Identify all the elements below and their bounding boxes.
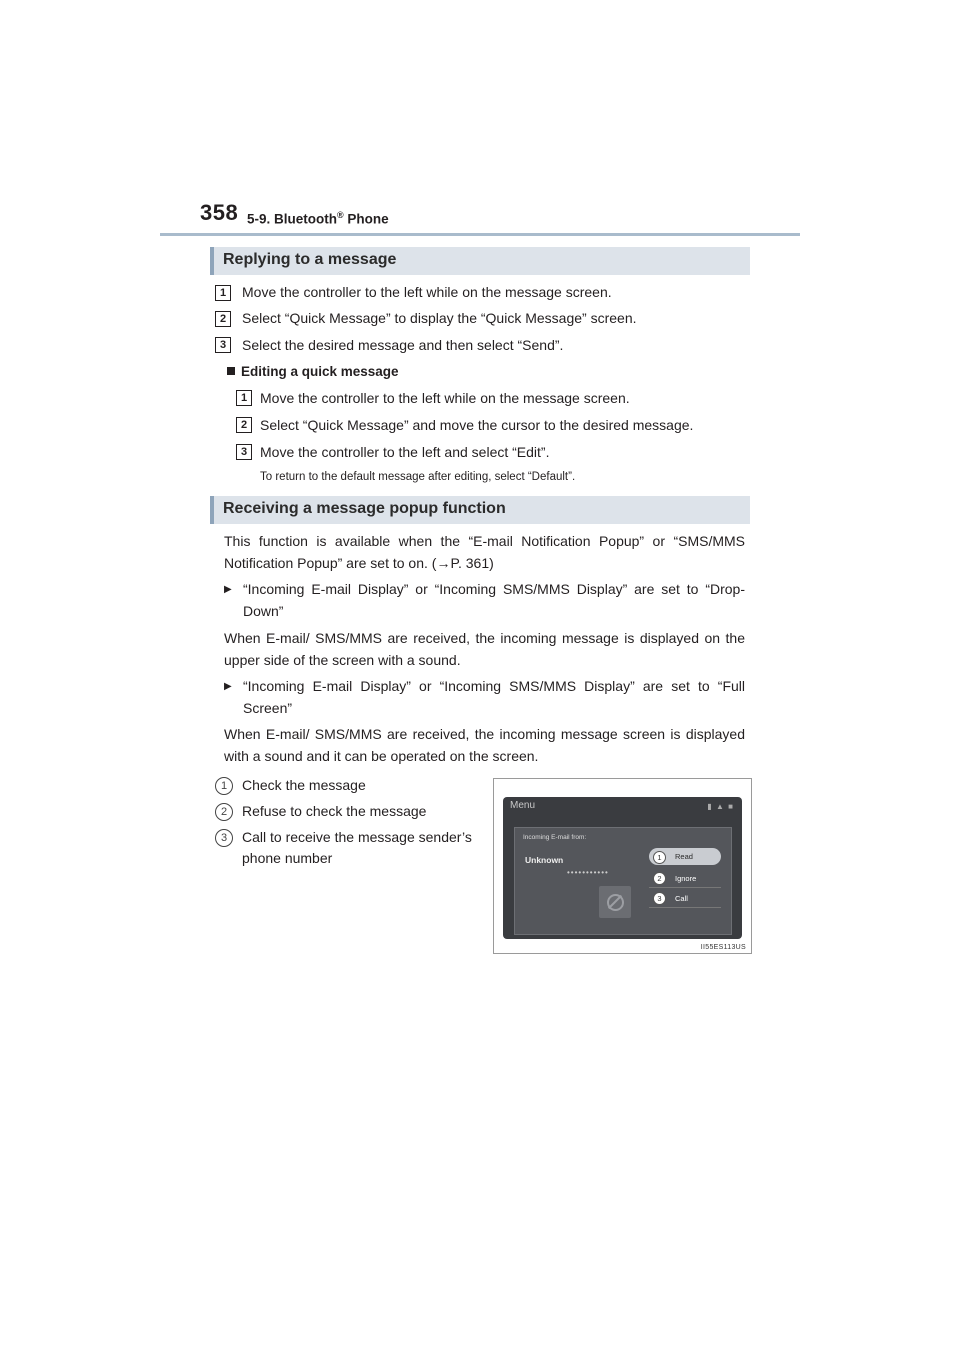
bullet-drop-down — [224, 579, 745, 622]
ignore-button[interactable]: Ignore — [649, 870, 721, 888]
square-bullet-icon — [227, 367, 235, 375]
callout-2: 2 — [653, 872, 666, 885]
note-text: To return to the default message after editing, select “Default”. — [260, 471, 576, 483]
display-screen — [503, 797, 742, 939]
masked-address: ••••••••••• — [567, 868, 609, 877]
callout-1: 1 — [653, 851, 666, 864]
list-number-circle: 3 — [215, 829, 233, 847]
callout-3: 3 — [653, 892, 666, 905]
drop-down-paragraph: When E-mail/ SMS/MMS are received, the incoming message is displayed on the upper side of the screen with a sound. — [224, 630, 745, 668]
chapter-name: 5-9. Bluetooth — [247, 211, 337, 227]
step-number-badge: 2 — [215, 311, 231, 327]
menu-label: Menu — [510, 800, 536, 811]
step-number-badge: 3 — [215, 337, 231, 353]
sub-heading-editing — [227, 364, 399, 379]
bullet-text: “Incoming E-mail Display” or “Incoming SMS/MMS Display” are set to “Full Screen” — [243, 678, 745, 716]
step-number-badge: 1 — [215, 285, 231, 301]
sub-heading-text: Editing a quick message — [241, 364, 399, 379]
section-accent-bar — [210, 247, 214, 275]
list-item-text: Check the message — [242, 777, 366, 793]
read-button[interactable]: Read — [649, 848, 721, 865]
header-rule — [160, 233, 800, 236]
incoming-message-popup — [514, 827, 732, 935]
section-heading-replying — [210, 247, 750, 275]
message-popup-screenshot — [493, 778, 752, 954]
list-item-text: Call to receive the message sender’s phone number — [242, 829, 472, 866]
sub-step-number-badge: 2 — [236, 417, 252, 433]
section-title: Receiving a message popup function — [223, 500, 506, 517]
sub-step-text: Move the controller to the left and select “Edit”. — [260, 444, 550, 460]
sub-step-number-badge: 3 — [236, 444, 252, 460]
section-accent-bar — [210, 496, 214, 524]
step-text: Move the controller to the left while on the message screen. — [242, 284, 612, 300]
step-text: Select “Quick Message” to display the “Quick Message” screen. — [242, 310, 637, 326]
section-title: Replying to a message — [223, 251, 397, 268]
full-screen-paragraph: When E-mail/ SMS/MMS are received, the incoming message screen is displayed with a sound and it can be operated on the screen. — [224, 726, 745, 764]
triangle-bullet-icon: ▶ — [224, 681, 232, 692]
sub-step-text: Select “Quick Message” and move the cursor to the desired message. — [260, 417, 694, 433]
section-heading-popup — [210, 496, 750, 524]
registered-mark: ® — [337, 210, 344, 220]
no-image-icon — [599, 886, 631, 918]
list-number-circle: 2 — [215, 803, 233, 821]
sub-step-number-badge: 1 — [236, 390, 252, 406]
sender-name: Unknown — [525, 855, 564, 865]
chapter-name-tail: Phone — [343, 211, 389, 227]
figure-code: II55ES113US — [700, 944, 746, 951]
chapter-title — [247, 210, 389, 227]
list-number-circle: 1 — [215, 777, 233, 795]
intro-paragraph: This function is available when the “E-mail Notification Popup” or “SMS/MMS Notification Popup” are set to on. (→P. 361) — [224, 533, 745, 571]
call-button[interactable]: Call — [649, 890, 721, 908]
triangle-bullet-icon: ▶ — [224, 584, 232, 595]
popup-title: Incoming E-mail from: — [523, 834, 587, 841]
bullet-text: “Incoming E-mail Display” or “Incoming SMS/MMS Display” are set to “Drop-Down” — [243, 581, 745, 619]
list-item-text: Refuse to check the message — [242, 803, 427, 819]
page-number: 358 — [200, 200, 239, 225]
step-text: Select the desired message and then select “Send”. — [242, 337, 564, 353]
sub-step-text: Move the controller to the left while on the message screen. — [260, 390, 630, 406]
status-icons: ▮ ▲ ■ — [707, 802, 734, 811]
bullet-full-screen — [224, 676, 745, 719]
